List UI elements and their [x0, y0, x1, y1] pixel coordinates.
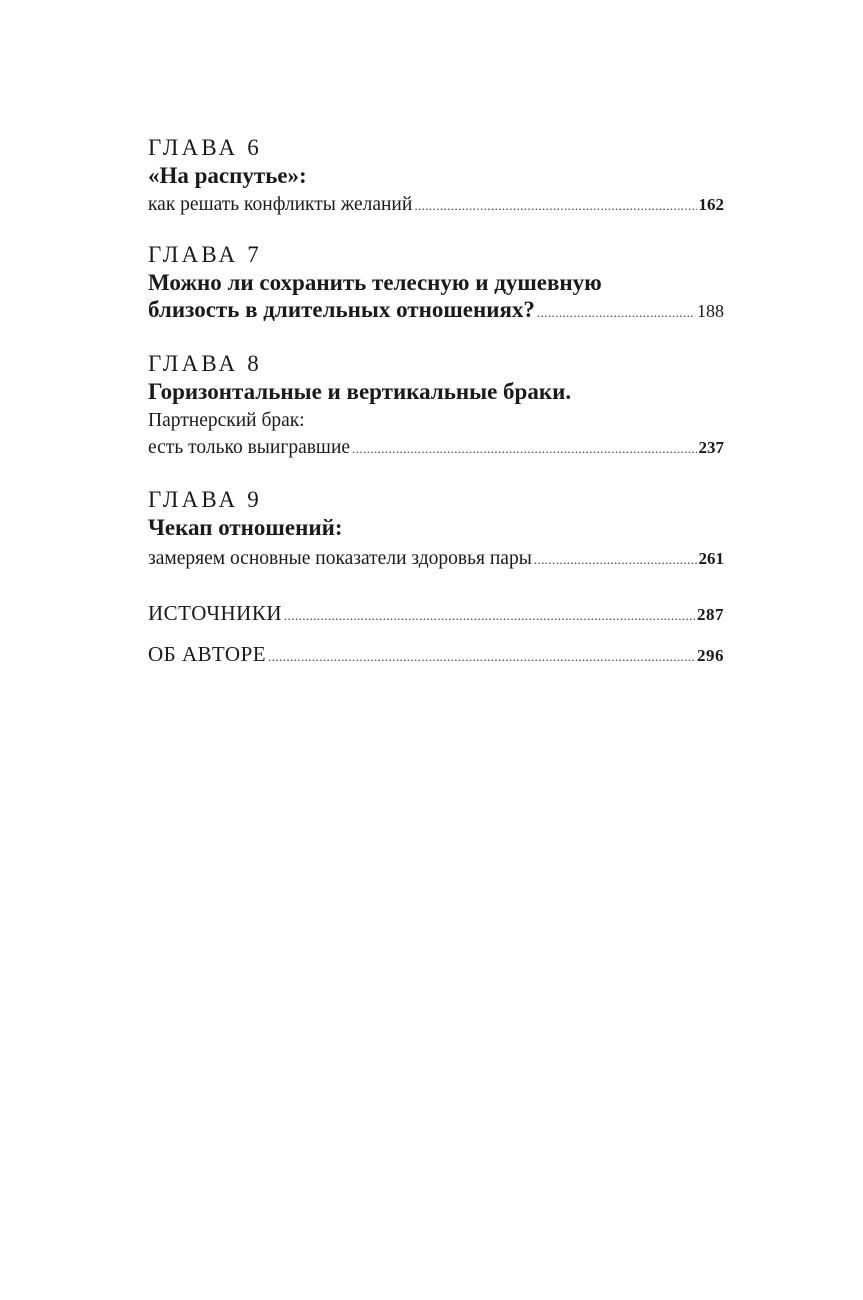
entry-text: есть только выигравшие: [148, 437, 351, 458]
table-of-contents: [148, 134, 724, 671]
chapter-title: Горизонтальные и вертикальные браки.: [148, 379, 572, 404]
page-number: 162: [698, 195, 724, 214]
toc-chapter-9: [148, 486, 724, 573]
toc-entry[interactable]: [148, 191, 724, 219]
page-number: 261: [698, 549, 724, 568]
dot-leader: [352, 435, 696, 462]
dot-leader: [414, 192, 696, 219]
toc-entry[interactable]: [148, 296, 724, 326]
page-number: 237: [698, 438, 724, 457]
dot-leader: [284, 602, 695, 630]
entry-text: ОБ АВТОРЕ: [148, 642, 267, 666]
dot-leader: [534, 546, 697, 573]
toc-entry-about-author[interactable]: [148, 640, 724, 671]
page-number: 296: [697, 646, 724, 665]
entry-text: замеряем основные показатели здоровья пары: [148, 548, 532, 569]
dot-leader: [268, 643, 695, 671]
entry-text: близость в длительных отношениях?: [148, 297, 535, 322]
entry-text: как решать конфликты желаний: [148, 194, 413, 215]
page-number: 188: [697, 301, 724, 321]
toc-entry[interactable]: [148, 545, 724, 573]
dot-leader: [537, 299, 695, 326]
chapter-subtitle: Партнерский брак:: [148, 410, 305, 431]
chapter-title: «На распутье»:: [148, 163, 307, 188]
chapter-label: ГЛАВА 9: [148, 487, 262, 512]
page-number: 287: [697, 605, 724, 624]
chapter-label: ГЛАВА 7: [148, 242, 262, 267]
chapter-label: ГЛАВА 6: [148, 135, 262, 160]
chapter-title: Чекап отношений:: [148, 515, 343, 540]
chapter-label: ГЛАВА 8: [148, 351, 262, 376]
chapter-title: Можно ли сохранить телесную и душевную: [148, 270, 602, 295]
toc-entry[interactable]: [148, 434, 724, 462]
toc-chapter-8: [148, 350, 724, 462]
toc-chapter-6: [148, 134, 724, 219]
toc-chapter-7: [148, 241, 724, 326]
entry-text: ИСТОЧНИКИ: [148, 601, 283, 625]
toc-entry-sources[interactable]: [148, 599, 724, 630]
